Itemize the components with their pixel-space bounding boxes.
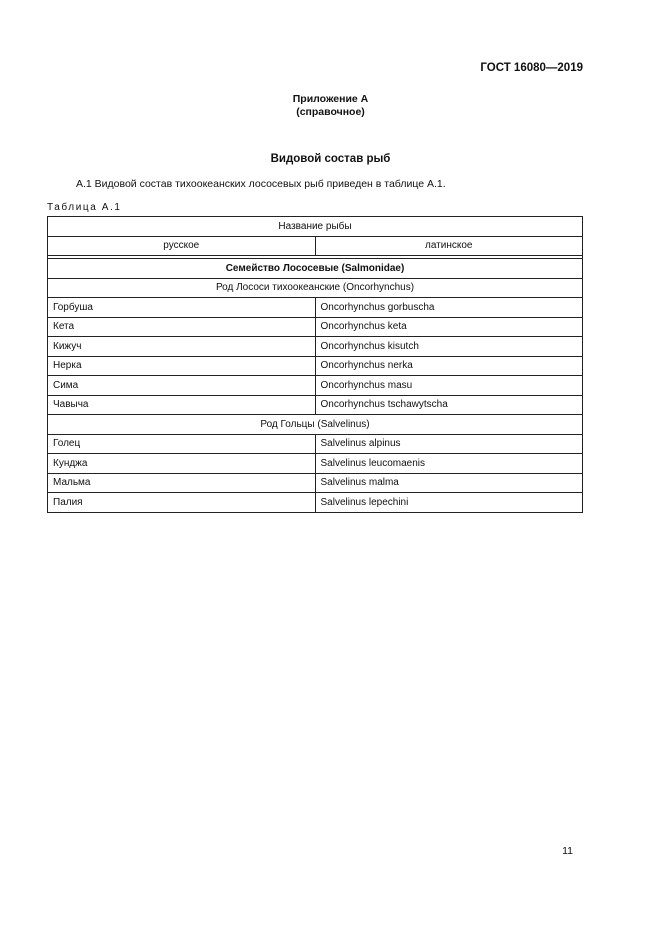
table-row: [48, 454, 583, 474]
latin-name: Oncorhynchus tschawytscha: [315, 395, 583, 415]
genus-row: [48, 278, 583, 298]
latin-name: Oncorhynchus masu: [315, 376, 583, 396]
family-name: Семейство Лососевые (Salmonidae): [48, 259, 583, 279]
genus-name: Род Гольцы (Salvelinus): [48, 415, 583, 435]
table-row: [48, 473, 583, 493]
page-number: 11: [562, 845, 573, 857]
genus-name: Род Лососи тихоокеанские (Oncorhynchus): [48, 278, 583, 298]
family-row: [48, 259, 583, 279]
standard-number: ГОСТ 16080—2019: [480, 62, 583, 74]
russian-name: Нерка: [48, 356, 316, 376]
intro-paragraph: А.1 Видовой состав тихоокеанских лососевых рыб приведен в таблице А.1.: [76, 178, 446, 190]
header-fish-name: Название рыбы: [48, 217, 583, 237]
table-header-row: [48, 217, 583, 237]
latin-name: Oncorhynchus gorbuscha: [315, 298, 583, 318]
latin-name: Salvelinus alpinus: [315, 434, 583, 454]
russian-name: Палия: [48, 493, 316, 513]
appendix-heading: [0, 93, 661, 119]
appendix-subtitle: (справочное): [296, 106, 365, 118]
section-title: Видовой состав рыб: [270, 153, 391, 165]
latin-name: Salvelinus leucomaenis: [315, 454, 583, 474]
latin-name: Oncorhynchus keta: [315, 317, 583, 337]
table-row: [48, 356, 583, 376]
russian-name: Горбуша: [48, 298, 316, 318]
table-row: [48, 434, 583, 454]
russian-name: Голец: [48, 434, 316, 454]
russian-name: Кета: [48, 317, 316, 337]
russian-name: Сима: [48, 376, 316, 396]
table-label: Таблица А.1: [47, 202, 122, 213]
genus-row: [48, 415, 583, 435]
russian-name: Мальма: [48, 473, 316, 493]
appendix-title: Приложение А: [292, 93, 369, 105]
fish-species-table: [47, 216, 583, 513]
table-row: [48, 298, 583, 318]
latin-name: Oncorhynchus kisutch: [315, 337, 583, 357]
latin-name: Oncorhynchus nerka: [315, 356, 583, 376]
table-row: [48, 337, 583, 357]
latin-name: Salvelinus lepechini: [315, 493, 583, 513]
table-row: [48, 317, 583, 337]
table-row: [48, 376, 583, 396]
russian-name: Чавыча: [48, 395, 316, 415]
table-row: [48, 493, 583, 513]
russian-name: Кижуч: [48, 337, 316, 357]
header-russian: русское: [48, 236, 316, 256]
russian-name: Кунджа: [48, 454, 316, 474]
latin-name: Salvelinus malma: [315, 473, 583, 493]
header-latin: латинское: [315, 236, 583, 256]
table-subheader-row: [48, 236, 583, 256]
table-row: [48, 395, 583, 415]
